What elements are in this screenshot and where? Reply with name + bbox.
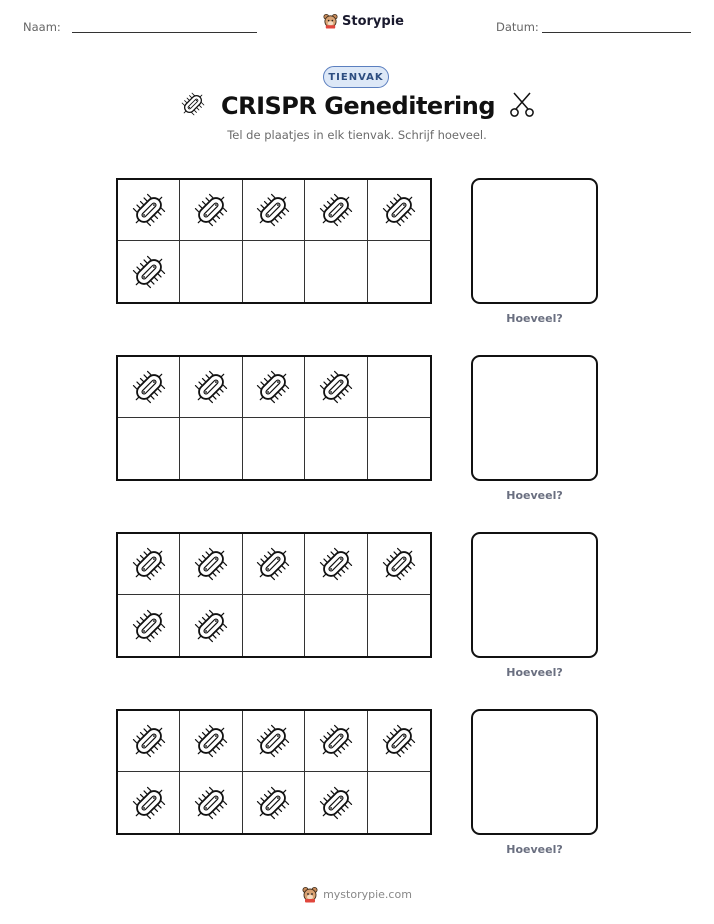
bacterium-icon bbox=[129, 252, 169, 292]
ten-frame-cell bbox=[180, 418, 242, 479]
ten-frame-cell bbox=[118, 241, 180, 302]
date-field[interactable] bbox=[542, 32, 691, 33]
ten-frame-cell bbox=[243, 418, 305, 479]
answer-box[interactable] bbox=[471, 532, 598, 658]
ten-frame-cell bbox=[243, 772, 305, 833]
bacterium-icon bbox=[191, 367, 231, 407]
bacterium-icon bbox=[253, 783, 293, 823]
bacterium-icon bbox=[129, 190, 169, 230]
ten-frame-cell bbox=[305, 595, 367, 656]
bacterium-icon bbox=[379, 544, 419, 584]
bacterium-icon bbox=[191, 606, 231, 646]
ten-frame-cell bbox=[118, 595, 180, 656]
footer bbox=[0, 886, 714, 903]
ten-frame-cell bbox=[368, 772, 430, 833]
bacterium-icon bbox=[253, 190, 293, 230]
bacterium-icon bbox=[179, 90, 207, 122]
ten-frame-cell bbox=[243, 534, 305, 595]
bacterium-icon bbox=[316, 783, 356, 823]
ten-frame-cell bbox=[368, 534, 430, 595]
bacterium-icon bbox=[191, 190, 231, 230]
bacterium-icon bbox=[253, 721, 293, 761]
ten-frame-cell bbox=[368, 180, 430, 241]
ten-frame-cell bbox=[118, 534, 180, 595]
ten-frame bbox=[116, 355, 432, 481]
name-field[interactable] bbox=[72, 32, 257, 33]
ten-frame-cell bbox=[243, 357, 305, 418]
bacterium-icon bbox=[129, 367, 169, 407]
ten-frame-cell bbox=[118, 357, 180, 418]
ten-frame bbox=[116, 709, 432, 835]
bacterium-icon bbox=[191, 721, 231, 761]
footer-url: mystorypie.com bbox=[323, 888, 412, 901]
ten-frame-cell bbox=[180, 595, 242, 656]
ten-frame-cell bbox=[305, 241, 367, 302]
ten-frame-cell bbox=[368, 711, 430, 772]
ten-frame-cell bbox=[118, 418, 180, 479]
ten-frame-cell bbox=[243, 595, 305, 656]
ten-frame-cell bbox=[368, 595, 430, 656]
ten-frame-cell bbox=[368, 241, 430, 302]
ten-frame bbox=[116, 532, 432, 658]
bacterium-icon bbox=[379, 721, 419, 761]
bacterium-icon bbox=[316, 367, 356, 407]
ten-frame-cell bbox=[305, 418, 367, 479]
bacterium-icon bbox=[129, 606, 169, 646]
bacterium-icon bbox=[129, 544, 169, 584]
scissors-icon bbox=[509, 90, 535, 122]
ten-frame-cell bbox=[305, 180, 367, 241]
title-row bbox=[0, 90, 714, 122]
date-label: Datum: bbox=[496, 20, 539, 34]
page-title: CRISPR Geneditering bbox=[220, 92, 496, 120]
bacterium-icon bbox=[316, 721, 356, 761]
ten-frame-cell bbox=[368, 357, 430, 418]
bacterium-icon bbox=[191, 783, 231, 823]
ten-frame-cell bbox=[368, 418, 430, 479]
bacterium-icon bbox=[379, 190, 419, 230]
bacterium-icon bbox=[129, 783, 169, 823]
ten-frame-cell bbox=[305, 534, 367, 595]
ten-frame-cell bbox=[305, 711, 367, 772]
ten-frame-cell bbox=[305, 772, 367, 833]
ten-frame-cell bbox=[118, 772, 180, 833]
worksheet-type-badge: TIENVAK bbox=[323, 66, 389, 88]
answer-label: Hoeveel? bbox=[506, 489, 563, 502]
answer-box[interactable] bbox=[471, 355, 598, 481]
answer-label: Hoeveel? bbox=[506, 843, 563, 856]
brand-logo bbox=[323, 13, 404, 29]
ten-frame-cell bbox=[180, 772, 242, 833]
bacterium-icon bbox=[191, 544, 231, 584]
bacterium-icon bbox=[253, 544, 293, 584]
bear-logo-icon bbox=[323, 13, 338, 29]
bacterium-icon bbox=[253, 367, 293, 407]
answer-label: Hoeveel? bbox=[506, 666, 563, 679]
ten-frame-cell bbox=[180, 711, 242, 772]
ten-frame-cell bbox=[180, 180, 242, 241]
instructions: Tel de plaatjes in elk tienvak. Schrijf hoeveel. bbox=[227, 128, 487, 142]
ten-frame-cell bbox=[118, 711, 180, 772]
ten-frame-cell bbox=[180, 241, 242, 302]
brand-name: Storypie bbox=[342, 13, 404, 29]
answer-box[interactable] bbox=[471, 709, 598, 835]
ten-frame-cell bbox=[118, 180, 180, 241]
name-label: Naam: bbox=[23, 20, 61, 34]
ten-frame-cell bbox=[243, 241, 305, 302]
ten-frame-cell bbox=[305, 357, 367, 418]
ten-frame bbox=[116, 178, 432, 304]
ten-frame-cell bbox=[180, 357, 242, 418]
ten-frame-cell bbox=[180, 534, 242, 595]
bear-logo-icon bbox=[302, 886, 318, 903]
ten-frame-cell bbox=[243, 711, 305, 772]
answer-box[interactable] bbox=[471, 178, 598, 304]
bacterium-icon bbox=[316, 544, 356, 584]
bacterium-icon bbox=[129, 721, 169, 761]
ten-frame-cell bbox=[243, 180, 305, 241]
bacterium-icon bbox=[316, 190, 356, 230]
answer-label: Hoeveel? bbox=[506, 312, 563, 325]
